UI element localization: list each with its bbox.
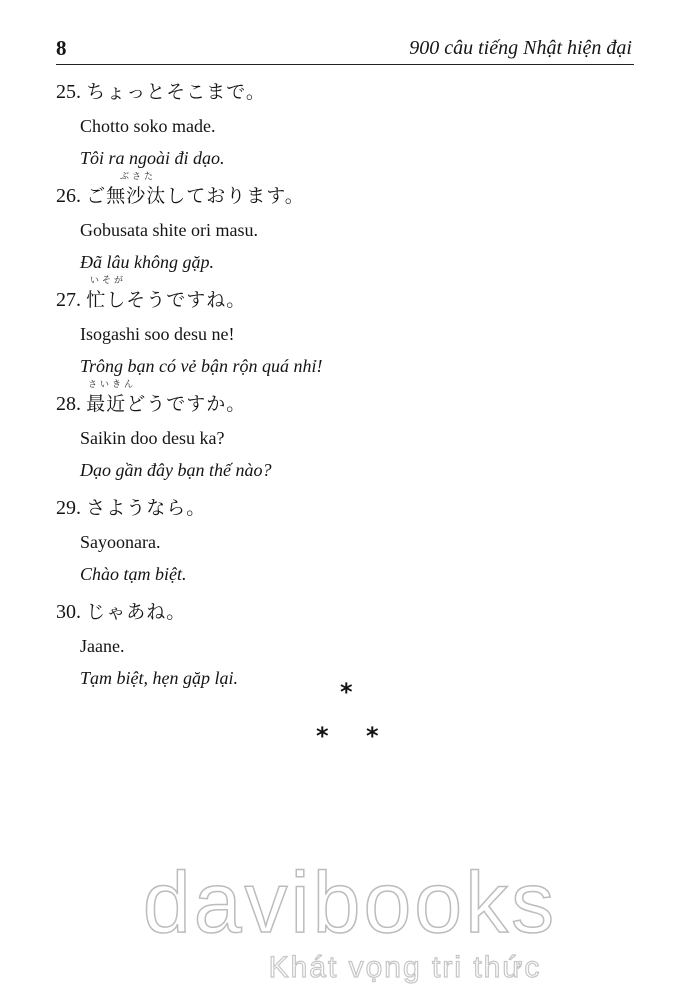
japanese-line (56, 592, 636, 630)
furigana-reading: いそが (90, 276, 127, 286)
furigana-reading: ぶさた (120, 172, 157, 182)
romaji-text: Sayoonara. (80, 532, 161, 552)
japanese-line (56, 72, 636, 110)
japanese-text: さようなら。 (86, 497, 207, 519)
ornament-star-right: * (366, 722, 379, 750)
entry-number: 29. (56, 497, 81, 519)
vietnamese-meaning: Tôi ra ngoài đi dạo. (80, 148, 225, 168)
japanese-line (56, 488, 636, 526)
japanese-line (56, 276, 636, 318)
entry-number: 28. (56, 393, 81, 415)
japanese-text: ちょっとそこまで。 (86, 81, 266, 103)
romaji-text: Isogashi soo desu ne! (80, 324, 235, 344)
romaji-text: Jaane. (80, 636, 125, 656)
japanese-line (56, 172, 636, 214)
phrase-entry-29 (56, 488, 636, 592)
phrase-entry-26 (56, 172, 636, 280)
page-header (56, 34, 634, 65)
entry-number: 30. (56, 601, 81, 623)
phrase-entry-28 (56, 380, 636, 488)
japanese-text: じゃあね。 (86, 601, 187, 623)
ornament-star-left: * (316, 722, 329, 750)
romaji-text: Chotto soko made. (80, 116, 216, 136)
page-number: 8 (56, 36, 67, 60)
watermark-tagline: Khát vọng tri thức (268, 951, 542, 984)
vietnamese-meaning: Tạm biệt, hẹn gặp lại. (80, 668, 238, 688)
phrase-entry-27 (56, 276, 636, 384)
ornament-star-top: * (340, 678, 353, 706)
japanese-text: 最近どうですか。 (86, 393, 247, 415)
watermark-brand: davibooks (142, 855, 558, 951)
romaji-text: Saikin doo desu ka? (80, 428, 225, 448)
vietnamese-meaning: Dạo gần đây bạn thế nào? (80, 460, 272, 480)
japanese-line (56, 380, 636, 422)
romaji-text: Gobusata shite ori masu. (80, 220, 258, 240)
phrase-list (56, 72, 636, 696)
japanese-text: 忙しそうですね。 (86, 289, 247, 311)
entry-number: 26. (56, 185, 81, 207)
phrase-entry-25 (56, 72, 636, 176)
book-title: 900 câu tiếng Nhật hiện đại (409, 37, 632, 59)
furigana-reading: さいきん (88, 380, 137, 390)
entry-number: 27. (56, 289, 81, 311)
entry-number: 25. (56, 81, 81, 103)
vietnamese-meaning: Trông bạn có vẻ bận rộn quá nhỉ! (80, 356, 323, 376)
vietnamese-meaning: Đã lâu không gặp. (80, 252, 214, 272)
japanese-text: ご無沙汰しております。 (86, 185, 305, 207)
vietnamese-meaning: Chào tạm biệt. (80, 564, 187, 584)
